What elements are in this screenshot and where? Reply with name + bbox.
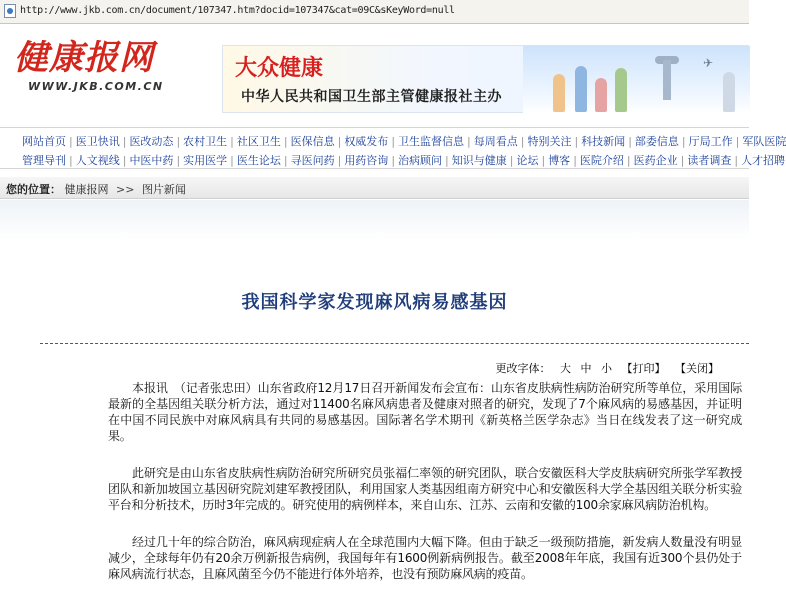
nav-separator: | xyxy=(176,154,181,167)
nav-link[interactable]: 卫生监督信息 xyxy=(398,135,465,148)
nav-link[interactable]: 读者调查 xyxy=(687,154,732,167)
nav-link[interactable]: 社区卫生 xyxy=(236,135,281,148)
nav-separator: | xyxy=(337,154,342,167)
font-large-button[interactable]: 大 xyxy=(560,362,571,375)
site-logo-url: WWW.JKB.COM.CN xyxy=(28,80,164,93)
article-paragraph: 此研究是由山东省皮肤病性病防治研究所研究员张福仁率领的研究团队，联合安徽医科大学皮肤病研究所张学军教授团队和新加坡国立基因研究院刘建军教授团队，利用国家人类基因组南方研究中心和安徽医科大学全基因组关联分析实验平台和分析技术，历时3年完成的。研究使用的病例样本，来自山东、江苏、云南和安徽的100余家麻风病防治机构。 xyxy=(108,466,742,512)
nav-separator: | xyxy=(626,154,631,167)
nav-separator: | xyxy=(574,135,579,148)
nav-link[interactable]: 寻医问药 xyxy=(290,154,335,167)
nav-separator: | xyxy=(69,135,73,148)
person-figure-image xyxy=(575,66,587,112)
nav-link[interactable]: 每周看点 xyxy=(473,135,518,148)
nav-link[interactable]: 特别关注 xyxy=(527,135,572,148)
nav-row-2 xyxy=(22,152,785,168)
page-icon xyxy=(4,4,16,18)
article-toolbar xyxy=(496,360,720,376)
nav-separator: | xyxy=(445,154,449,167)
main-nav xyxy=(0,127,786,169)
nav-link[interactable]: 用药咨询 xyxy=(344,154,389,167)
nav-separator: | xyxy=(735,135,740,148)
nav-separator: | xyxy=(509,154,514,167)
nav-link[interactable]: 医院介绍 xyxy=(579,154,624,167)
nav-separator: | xyxy=(681,135,686,148)
nav-link[interactable]: 网站首页 xyxy=(22,135,66,148)
breadcrumb-item-photo-news[interactable]: 图片新闻 xyxy=(141,183,186,196)
nav-link[interactable]: 知识与健康 xyxy=(451,154,507,167)
banner-title: 大众健康 xyxy=(235,55,324,81)
nav-separator: | xyxy=(337,135,342,148)
nav-link[interactable]: 医卫快讯 xyxy=(75,135,120,148)
nav-link[interactable]: 医改动态 xyxy=(129,135,174,148)
header-banner[interactable] xyxy=(222,45,749,113)
nav-separator: | xyxy=(230,154,234,167)
nav-row-1 xyxy=(22,133,786,149)
address-url[interactable]: http://www.jkb.com.cn/document/107347.htm?docid=107347&cat=09C&sKeyWord=null xyxy=(20,5,455,16)
nav-link[interactable]: 论坛 xyxy=(516,154,539,167)
nav-separator: | xyxy=(69,154,73,167)
font-size-label: 更改字体： xyxy=(495,362,551,375)
site-logo[interactable]: 健康报网 xyxy=(14,38,154,78)
breadcrumb-label: 您的位置： xyxy=(6,183,61,196)
nav-separator: | xyxy=(734,154,739,167)
nav-link[interactable]: 部委信息 xyxy=(634,135,679,148)
print-button[interactable]: 【打印】 xyxy=(621,362,666,375)
nav-separator: | xyxy=(230,135,234,148)
person-figure-image xyxy=(553,74,565,112)
article-body xyxy=(108,380,742,603)
address-bar[interactable] xyxy=(0,0,749,24)
nav-link[interactable]: 厅局工作 xyxy=(688,135,733,148)
person-figure-image xyxy=(615,68,627,112)
nav-link[interactable]: 治病顾问 xyxy=(398,154,443,167)
nav-link[interactable]: 权威发布 xyxy=(344,135,389,148)
airplane-icon: ✈ xyxy=(703,56,714,70)
breadcrumb-separator: >> xyxy=(116,183,135,196)
nav-separator: | xyxy=(122,154,127,167)
article-paragraph: 本报讯 （记者张忠田）山东省政府12月17日召开新闻发布会宣布：山东省皮肤病性病防治研究所等单位，采用国际最新的全基因组关联分析方法，通过对11400名麻风病患者及健康对照者的研究，发现了7个麻风病的易感基因，并证明在中国不同民族中对麻风病具有共同的易感基因。国际著名学术期刊《新英格兰医学杂志》当日在线发表了这一研究成果。 xyxy=(108,381,742,443)
nav-separator: | xyxy=(573,154,577,167)
nav-link[interactable]: 博客 xyxy=(548,154,571,167)
article-title: 我国科学家发现麻风病易感基因 xyxy=(241,292,508,313)
font-small-button[interactable]: 小 xyxy=(601,362,612,375)
nav-link[interactable]: 医生论坛 xyxy=(236,154,281,167)
banner-subtitle: 中华人民共和国卫生部主管健康报社主办 xyxy=(241,89,502,105)
breadcrumb-item-home[interactable]: 健康报网 xyxy=(64,183,109,196)
nav-separator: | xyxy=(176,135,181,148)
nav-separator: | xyxy=(283,135,288,148)
title-divider xyxy=(40,343,749,344)
nav-link[interactable]: 人文视线 xyxy=(75,154,120,167)
nav-separator: | xyxy=(680,154,685,167)
nav-link[interactable]: 军队医院 xyxy=(742,135,786,148)
close-button[interactable]: 【关闭】 xyxy=(675,362,719,375)
nav-link[interactable]: 医保信息 xyxy=(290,135,335,148)
nav-separator: | xyxy=(628,135,632,148)
nav-separator: | xyxy=(122,135,127,148)
nav-link[interactable]: 农村卫生 xyxy=(183,135,228,148)
person-figure-image xyxy=(723,72,735,112)
font-medium-button[interactable]: 中 xyxy=(580,362,592,375)
nav-link[interactable]: 中医中药 xyxy=(129,154,174,167)
nav-separator: | xyxy=(541,154,546,167)
banner-tower-image xyxy=(663,60,671,100)
breadcrumb xyxy=(0,177,749,199)
nav-separator: | xyxy=(391,154,396,167)
nav-separator: | xyxy=(283,154,288,167)
nav-separator: | xyxy=(467,135,471,148)
article-paragraph: 经过几十年的综合防治，麻风病现症病人在全球范围内大幅下降。但由于缺乏一级预防措施，新发病人数量没有明显减少，全球每年仍有20余万例新报告病例，我国每年有1600例新病例报告。截至2008年年底，我国有近300个县仍处于麻风病流行状态，且麻风菌至今仍不能进行体外培养，也没有预防麻风病的疫苗。 xyxy=(108,535,742,581)
nav-link[interactable]: 管理导刊 xyxy=(22,154,66,167)
nav-link[interactable]: 人才招聘 xyxy=(741,154,786,167)
nav-link[interactable]: 科技新闻 xyxy=(581,135,626,148)
nav-separator: | xyxy=(391,135,396,148)
nav-separator: | xyxy=(520,135,525,148)
person-figure-image xyxy=(595,78,607,112)
nav-link[interactable]: 医药企业 xyxy=(633,154,678,167)
nav-link[interactable]: 实用医学 xyxy=(183,154,228,167)
content-top-fade xyxy=(0,200,749,240)
